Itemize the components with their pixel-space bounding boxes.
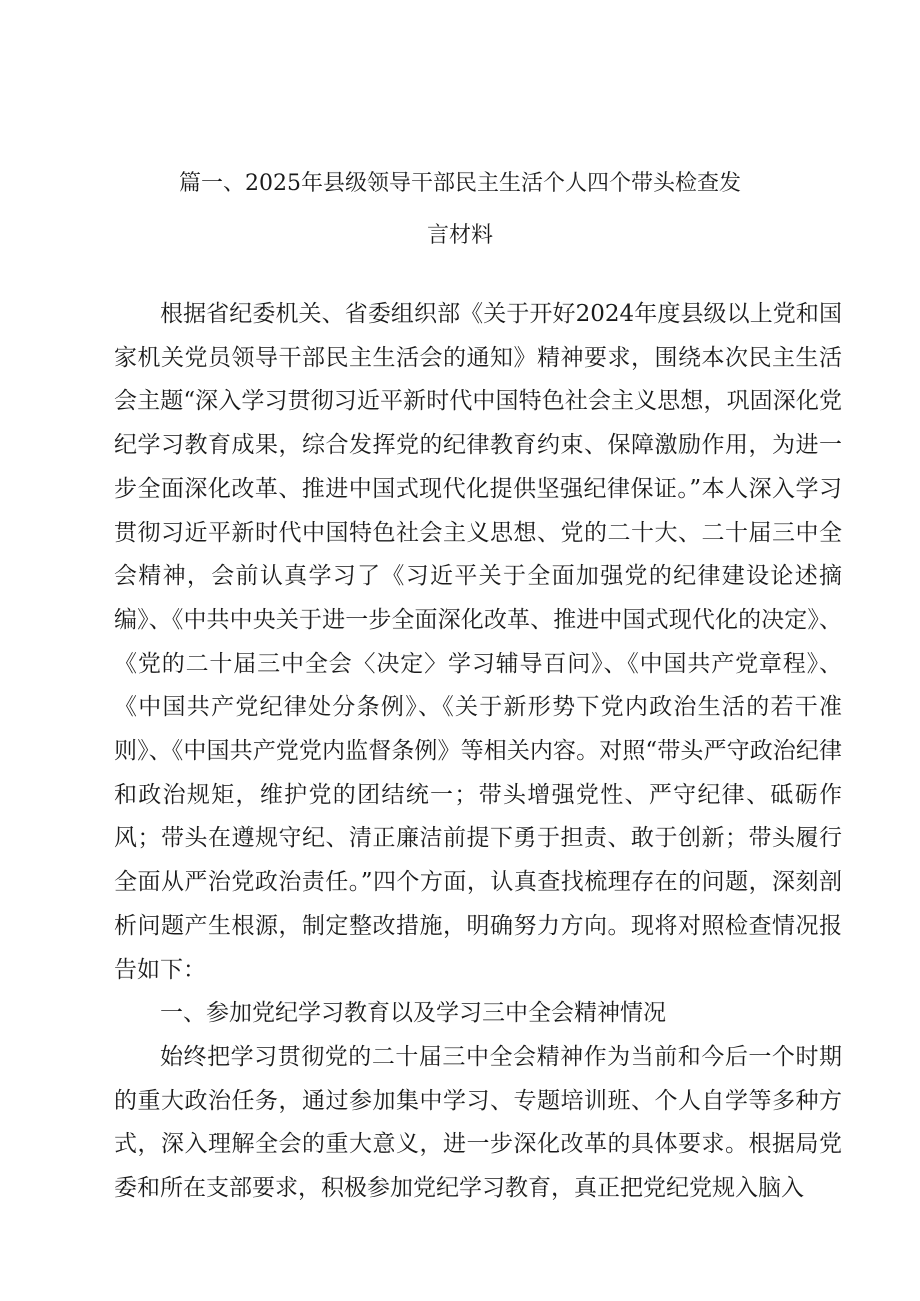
- title-line-2: 言材料: [426, 223, 493, 248]
- section-1-paragraph: 始终把学习贯彻党的二十届三中全会精神作为当前和今后一个时期的重大政治任务，通过参加集中学习、专题培训班、个人自学等多种方式，深入理解全会的重大意义，进一步深化改革的具体要求。根据局党委和所在支部要求，积极参加党纪学习教育，真正把党纪党规入脑入: [114, 1043, 842, 1202]
- document-title: [0, 158, 920, 262]
- title-line-1: 篇一、2025年县级领导干部民主生活个人四个带头检查发: [179, 171, 741, 196]
- intro-paragraph: 根据省纪委机关、省委组织部《关于开好2024年度县级以上党和国家机关党员领导干部民主生活会的通知》精神要求，围绕本次民主生活会主题“深入学习贯彻习近平新时代中国特色社会主义思想，巩固深化党纪学习教育成果，综合发挥党的纪律教育约束、保障激励作用，为进一步全面深化改革、推进中国式现代化提供坚强纪律保证。”本人深入学习贯彻习近平新时代中国特色社会主义思想、党的二十大、二十届三中全会精神，会前认真学习了《习近平关于全面加强党的纪律建设论述摘编》、《中共中央关于进一步全面深化改革、推进中国式现代化的决定》、《党的二十届三中全会〈决定〉学习辅导百问》、《中国共产党章程》、《中国共产党纪律处分条例》、《关于新形势下党内政治生活的若干准则》、《中国共产党党内监督条例》等相关内容。对照“带头严守政治纪律和政治规矩，维护党的团结统一；带头增强党性、严守纪律、砥砺作风；带头在遵规守纪、清正廉洁前提下勇于担责、敢于创新；带头履行全面从严治党政治责任。”四个方面，认真查找梳理存在的问题，深刻剖析问题产生根源，制定整改措施，明确努力方向。现将对照检查情况报告如下：: [114, 301, 843, 983]
- section-heading-1: 一、参加党纪学习教育以及学习三中全会精神情况: [160, 1000, 666, 1027]
- document-body: [114, 293, 842, 1211]
